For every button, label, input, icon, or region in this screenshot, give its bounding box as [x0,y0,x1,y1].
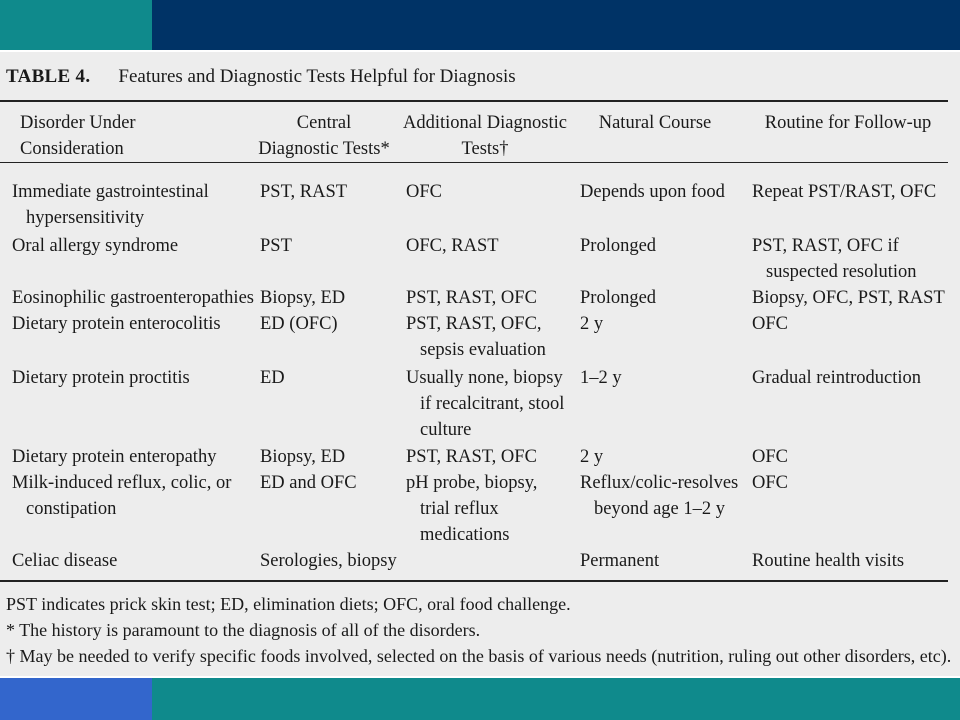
table-row-cell-central: ED [260,368,285,388]
table-row-cell-central: Serologies, biopsy [260,551,397,571]
table-figure [0,52,960,676]
table-row-cell-disorder: Oral allergy syndrome [12,236,179,256]
top-rule [0,100,948,102]
table-label: TABLE 4. [6,66,91,87]
header-additional-tests: Additional Diagnostic Tests† [403,113,567,159]
table-row-cell-disorder: Celiac disease [12,551,118,571]
table-row-cell-disorder: Eosinophilic gastroenteropathies [12,288,254,308]
table-row-cell-course: Depends upon food [580,182,725,202]
table-row-cell-course: Permanent [580,551,660,571]
table-row-cell-course: 2 y [580,314,604,334]
table-row-cell-disorder: Dietary protein proctitis [12,368,190,388]
header-central-tests: Central Diagnostic Tests* [258,113,390,159]
bottom-bar-left-accent [0,678,152,720]
table-row-cell-central: Biopsy, ED [260,447,346,467]
header-follow-up: Routine for Follow-up [764,113,932,133]
table-row-cell-central: ED and OFC [260,473,357,493]
top-bar-right-band [152,0,960,50]
top-bar-left-accent [0,0,152,50]
table-caption [6,66,516,88]
table-row-cell-course: Reflux/colic-resolves beyond age 1–2 y [580,473,739,519]
table-row-cell-follow-up: Gradual reintroduction [752,368,922,388]
table-row-cell-additional: pH probe, biopsy, trial reflux medications [406,473,538,545]
table-row-cell-central: Biopsy, ED [260,288,346,308]
table-row-cell-follow-up: OFC [752,314,788,334]
table-row-cell-follow-up: OFC [752,447,788,467]
table-row-cell-course: 2 y [580,447,604,467]
table-row-cell-follow-up: Biopsy, OFC, PST, RAST [752,288,945,308]
table-row-cell-disorder: Dietary protein enteropathy [12,447,217,467]
table-row-cell-disorder: Dietary protein enterocolitis [12,314,221,334]
table-row-cell-disorder: Milk-induced reflux, colic, or constipation [12,473,232,519]
footnote-dagger: † May be needed to verify specific foods involved, selected on the basis of various needs (nutrition, ruling out other disorders, etc). [6,646,952,666]
table-row-cell-disorder: Immediate gastrointestinal hypersensitivity [12,182,209,228]
table-row-cell-additional: Usually none, biopsy if recalcitrant, stool culture [406,368,565,440]
footnote-asterisk: * The history is paramount to the diagnosis of all of the disorders. [6,620,481,640]
bottom-bar-right-band [152,678,960,720]
table-row-cell-follow-up: OFC [752,473,788,493]
table-row-cell-additional: PST, RAST, OFC, sepsis evaluation [406,314,546,360]
table-row-cell-central: PST, RAST [260,182,348,202]
bottom-rule [0,580,948,582]
header-disorder: Disorder Under Consideration [20,113,136,159]
table-row-cell-follow-up: Routine health visits [752,551,905,571]
table-row-cell-additional: PST, RAST, OFC [406,447,537,467]
table-row-cell-course: Prolonged [580,288,657,308]
table-row-cell-additional: OFC [406,182,442,202]
table-row-cell-course: Prolonged [580,236,657,256]
table-row-cell-central: PST [260,236,292,256]
table-row-cell-central: ED (OFC) [260,314,338,334]
table-row-cell-follow-up: Repeat PST/RAST, OFC [752,182,937,202]
table-title: Features and Diagnostic Tests Helpful for Diagnosis [118,66,516,87]
footnote-abbreviations: PST indicates prick skin test; ED, elimination diets; OFC, oral food challenge. [6,594,571,614]
table-row-cell-additional: PST, RAST, OFC [406,288,537,308]
table-row-cell-follow-up: PST, RAST, OFC if suspected resolution [752,236,917,282]
header-natural-course: Natural Course [598,113,712,133]
table-row-cell-additional: OFC, RAST [406,236,499,256]
table-row-cell-course: 1–2 y [580,368,622,388]
header-rule [0,162,948,163]
